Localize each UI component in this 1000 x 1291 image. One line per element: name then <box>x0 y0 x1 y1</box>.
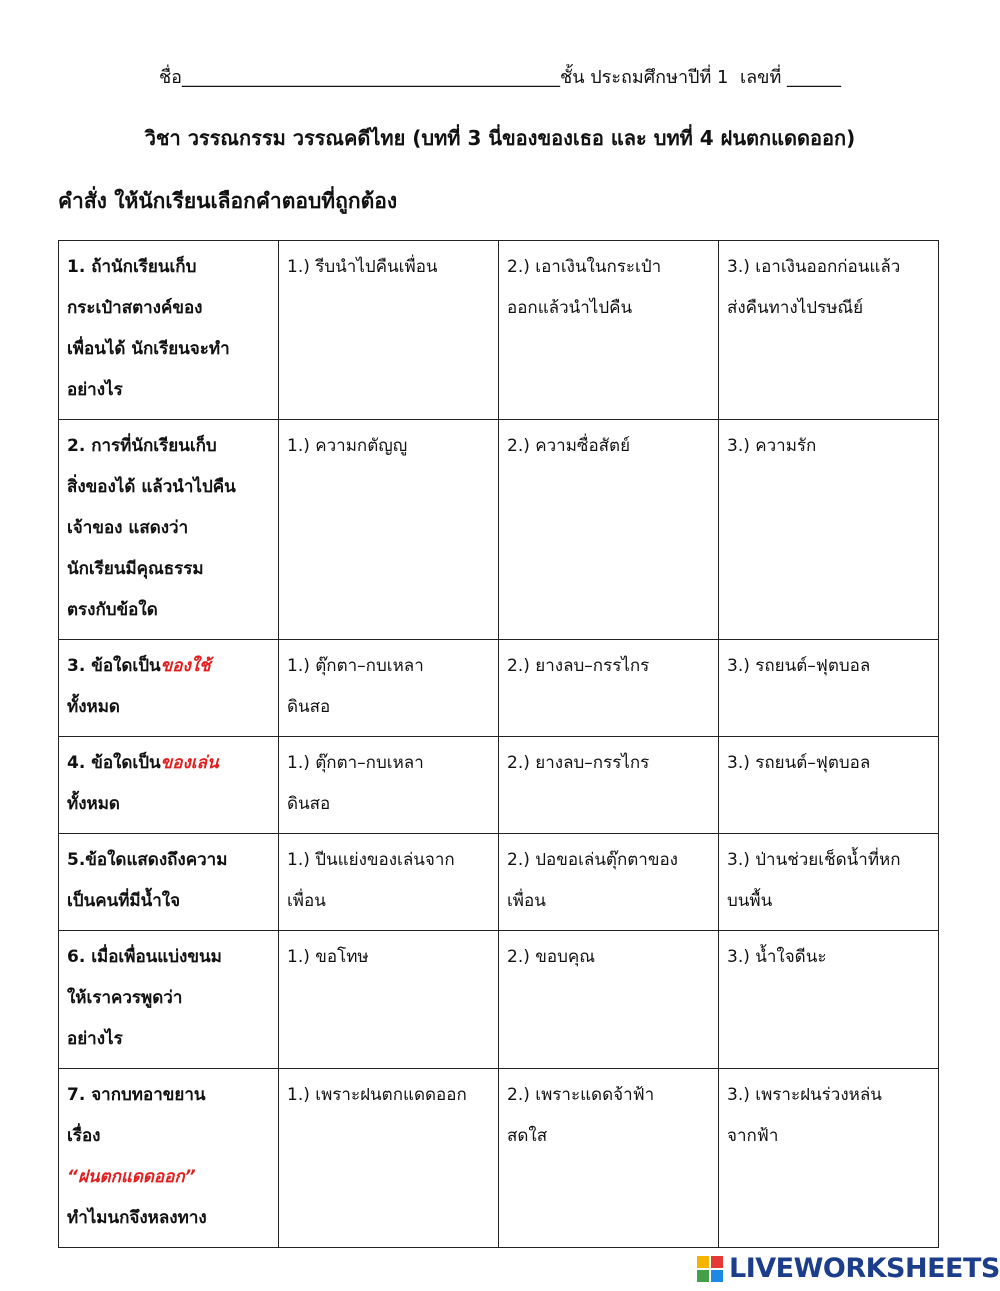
question-row-5 <box>59 834 939 931</box>
answer-option-3[interactable]: 3.) ความรัก <box>719 420 939 640</box>
answer-option-2[interactable]: 2.) ยางลบ–กรรไกร <box>499 737 719 834</box>
liveworksheets-logo-icon <box>697 1256 723 1282</box>
question-text: 6. เมื่อเพื่อนแบ่งขนม ให้เราควรพูดว่า อย่างไร <box>59 931 279 1069</box>
question-text: 3. ข้อใดเป็นของใช้ ทั้งหมด <box>59 640 279 737</box>
highlight-keyword: “ฝนตกแดดออก” <box>67 1167 196 1187</box>
question-text: 7. จากบทอาขยาน เรื่อง “ฝนตกแดดออก” ทำไมนกจึงหลงทาง <box>59 1069 279 1248</box>
answer-option-2[interactable]: 2.) เอาเงินในกระเป๋า ออกแล้วนำไปคืน <box>499 241 719 420</box>
answer-option-2[interactable]: 2.) ความซื่อสัตย์ <box>499 420 719 640</box>
answer-option-3[interactable]: 3.) น้ำใจดีนะ <box>719 931 939 1069</box>
answer-option-3[interactable]: 3.) ป่านช่วยเช็ดน้ำที่หก บนพื้น <box>719 834 939 931</box>
answer-option-3[interactable]: 3.) เอาเงินออกก่อนแล้ว ส่งคืนทางไปรษณีย์ <box>719 241 939 420</box>
answer-option-3[interactable]: 3.) เพราะฝนร่วงหล่น จากฟ้า <box>719 1069 939 1248</box>
question-row-4 <box>59 737 939 834</box>
liveworksheets-logo <box>697 1253 1000 1284</box>
answer-option-2[interactable]: 2.) ขอบคุณ <box>499 931 719 1069</box>
answer-option-1[interactable]: 1.) รีบนำไปคืนเพื่อน <box>279 241 499 420</box>
question-row-6 <box>59 931 939 1069</box>
answer-option-2[interactable]: 2.) ปอขอเล่นตุ๊กตาของ เพื่อน <box>499 834 719 931</box>
question-row-1 <box>59 241 939 420</box>
question-row-2 <box>59 420 939 640</box>
highlight-keyword: ของใช้ <box>160 656 211 676</box>
highlight-keyword: ของเล่น <box>160 753 219 773</box>
question-text: 2. การที่นักเรียนเก็บ สิ่งของได้ แล้วนำไปคืน เจ้าของ แสดงว่า นักเรียนมีคุณธรรม ตรงกับข้อใด <box>59 420 279 640</box>
answer-option-2[interactable]: 2.) เพราะแดดจ้าฟ้า สดใส <box>499 1069 719 1248</box>
answer-option-1[interactable]: 1.) ตุ๊กตา–กบเหลา ดินสอ <box>279 640 499 737</box>
answer-option-2[interactable]: 2.) ยางลบ–กรรไกร <box>499 640 719 737</box>
question-text: 1. ถ้านักเรียนเก็บ กระเป๋าสตางค์ของ เพื่อนได้ นักเรียนจะทำ อย่างไร <box>59 241 279 420</box>
question-row-3 <box>59 640 939 737</box>
instruction-text: คำสั่ง ให้นักเรียนเลือกคำตอบที่ถูกต้อง <box>58 189 398 213</box>
answer-option-1[interactable]: 1.) ปีนแย่งของเล่นจาก เพื่อน <box>279 834 499 931</box>
answer-option-1[interactable]: 1.) ตุ๊กตา–กบเหลา ดินสอ <box>279 737 499 834</box>
answer-option-3[interactable]: 3.) รถยนต์–ฟุตบอล <box>719 640 939 737</box>
quiz-table <box>58 240 939 1248</box>
answer-option-3[interactable]: 3.) รถยนต์–ฟุตบอล <box>719 737 939 834</box>
question-row-7 <box>59 1069 939 1248</box>
subject-title: วิชา วรรณกรรม วรรณคดีไทย (บทที่ 3 นี่ของของเธอ และ บทที่ 4 ฝนตกแดดออก) <box>144 126 856 150</box>
question-text: 5.ข้อใดแสดงถึงความ เป็นคนที่มีน้ำใจ <box>59 834 279 931</box>
answer-option-1[interactable]: 1.) ความกตัญญู <box>279 420 499 640</box>
answer-option-1[interactable]: 1.) ขอโทษ <box>279 931 499 1069</box>
question-text: 4. ข้อใดเป็นของเล่น ทั้งหมด <box>59 737 279 834</box>
answer-option-1[interactable]: 1.) เพราะฝนตกแดดออก <box>279 1069 499 1248</box>
name-class-number-line: ชื่อ__________________________________________ชั้น ประถมศึกษาปีที่ 1 เลขที่ ______ <box>158 67 842 88</box>
brand-name: LIVEWORKSHEETS <box>729 1253 1000 1284</box>
